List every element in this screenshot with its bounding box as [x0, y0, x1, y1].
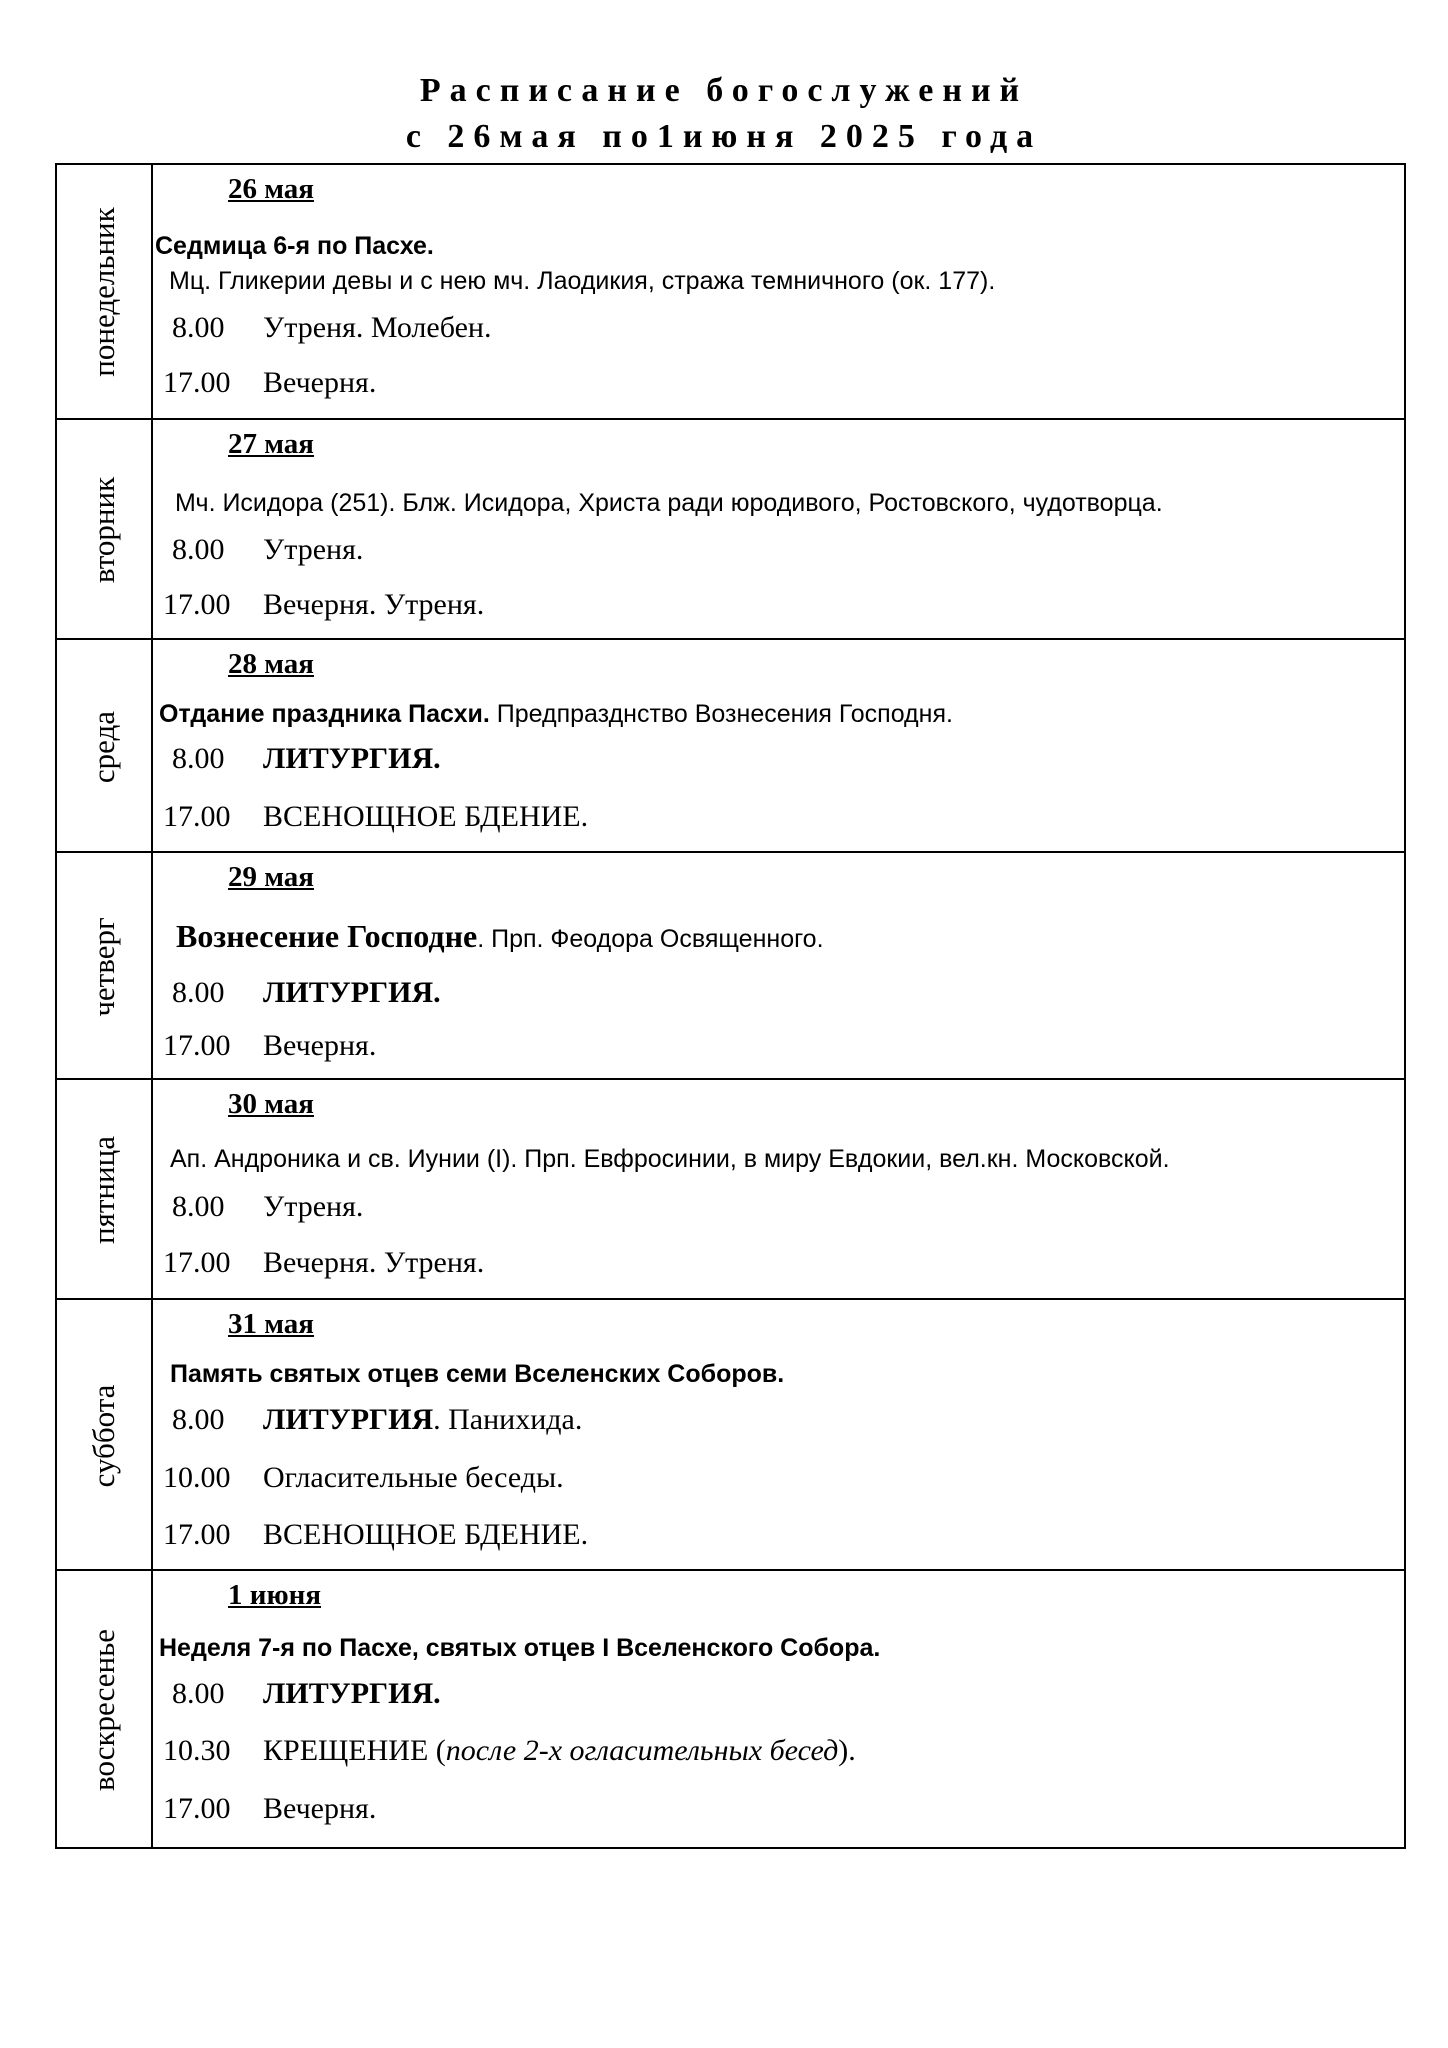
day-row-friday [57, 1078, 1404, 1300]
service-time: 17.00 [163, 1246, 231, 1279]
weekday-cell [57, 1571, 151, 1849]
service-name-bold: ЛИТУРГИЯ. [263, 976, 441, 1009]
feast-title [176, 918, 824, 955]
day-row-wednesday [57, 638, 1404, 853]
service-time: 8.00 [172, 976, 225, 1009]
service-time: 17.00 [163, 1029, 231, 1062]
service-name-bold: ЛИТУРГИЯ. [263, 1677, 441, 1710]
feast-title [159, 1634, 880, 1663]
service-time: 17.00 [163, 800, 231, 833]
service-time: 8.00 [172, 1190, 225, 1223]
feast-title [155, 232, 434, 261]
weekday-cell [57, 1080, 151, 1300]
service-time: 17.00 [163, 1792, 231, 1825]
weekday-label: воскресенье [86, 1629, 121, 1791]
day-row-monday [57, 165, 1404, 418]
service-name: Вечерня. [263, 1029, 377, 1062]
service-time: 8.00 [172, 1677, 225, 1710]
service-name [263, 742, 441, 776]
date-label: 28 мая [228, 648, 314, 680]
feast-title [159, 700, 953, 729]
service-name: Утреня. [263, 1190, 364, 1223]
weekday-cell [57, 1300, 151, 1571]
feast-bold: Седмица 6-я по Пасхе. [155, 232, 434, 260]
schedule-title: Расписание богослужений [419, 72, 1029, 109]
day-row-tuesday [57, 418, 1404, 640]
service-name-start: КРЕЩЕНИЕ ( [263, 1734, 446, 1767]
feast-title [170, 1360, 784, 1389]
day-row-sunday [57, 1569, 1404, 1849]
service-name: Огласительные беседы. [263, 1461, 564, 1494]
service-time: 8.00 [172, 533, 225, 566]
service-name: ВСЕНОЩНОЕ БДЕНИЕ. [263, 1518, 589, 1551]
service-name-italic: после 2-х огласительных бесед [445, 1734, 839, 1767]
date-label: 1 июня [228, 1579, 322, 1611]
date-label: 31 мая [228, 1308, 314, 1340]
service-time: 8.00 [172, 742, 225, 775]
day-row-saturday [57, 1298, 1404, 1571]
service-name: Вечерня. [263, 1792, 377, 1825]
weekday-cell [57, 165, 151, 418]
weekday-label: вторник [86, 476, 121, 584]
service-name: Вечерня. Утреня. [263, 1246, 485, 1279]
feast-bold: Память святых отцев семи Вселенских Соборов. [170, 1360, 785, 1388]
service-time: 17.00 [163, 588, 231, 621]
service-name: Вечерня. [263, 366, 377, 399]
service-name [263, 1734, 856, 1768]
feast-major: Вознесение Господне [176, 918, 478, 954]
service-name [263, 1677, 441, 1711]
feast-bold: Отдание праздника Пасхи. [159, 700, 490, 728]
service-name: Утреня. [263, 533, 364, 566]
service-name-end: ). [838, 1734, 856, 1767]
service-time: 10.30 [163, 1734, 231, 1767]
service-name-rest: . Панихида. [433, 1403, 583, 1436]
date-label: 30 мая [228, 1088, 314, 1120]
service-name-bold: ЛИТУРГИЯ [263, 1403, 434, 1436]
service-name: ВСЕНОЩНОЕ БДЕНИЕ. [263, 800, 589, 833]
date-label: 26 мая [228, 173, 314, 205]
weekday-cell [57, 853, 151, 1080]
service-time: 17.00 [163, 1518, 231, 1551]
date-label: 27 мая [228, 428, 314, 460]
service-name [263, 1403, 582, 1437]
feast-commemoration: Мц. Гликерии девы и с нею мч. Лаодикия, стража темничного (ок. 177). [169, 267, 996, 295]
service-time: 8.00 [172, 1403, 225, 1436]
service-name: Утреня. Молебен. [263, 311, 492, 344]
feast-text: Предпразднство Вознесения Господня. [489, 700, 953, 728]
service-name [263, 976, 441, 1010]
weekday-label: четверг [86, 916, 121, 1017]
day-row-thursday [57, 851, 1404, 1080]
schedule-table [55, 163, 1406, 1849]
weekday-label: понедельник [86, 206, 121, 377]
weekday-label: пятница [86, 1136, 121, 1244]
feast-commemoration: Мч. Исидора (251). Блж. Исидора, Христа ради юродивого, Ростовского, чудотворца. [175, 489, 1163, 517]
service-time: 10.00 [163, 1461, 231, 1494]
feast-text: . Прп. Феодора Освященного. [477, 925, 824, 953]
weekday-cell [57, 640, 151, 853]
service-name: Вечерня. Утреня. [263, 588, 485, 621]
weekday-label: среда [86, 710, 121, 783]
feast-bold: Неделя 7-я по Пасхе, святых отцев I Вселенского Собора. [159, 1634, 881, 1662]
service-name-bold: ЛИТУРГИЯ. [263, 742, 441, 775]
weekday-label: суббота [86, 1384, 121, 1487]
weekday-cell [57, 420, 151, 640]
service-time: 17.00 [163, 366, 231, 399]
schedule-date-range: с 26мая по1июня 2025 года [405, 118, 1043, 155]
date-label: 29 мая [228, 861, 314, 893]
service-time: 8.00 [172, 311, 225, 344]
feast-commemoration: Ап. Андроника и св. Иунии (I). Прп. Евфросинии, в миру Евдокии, вел.кн. Московской. [170, 1145, 1170, 1173]
